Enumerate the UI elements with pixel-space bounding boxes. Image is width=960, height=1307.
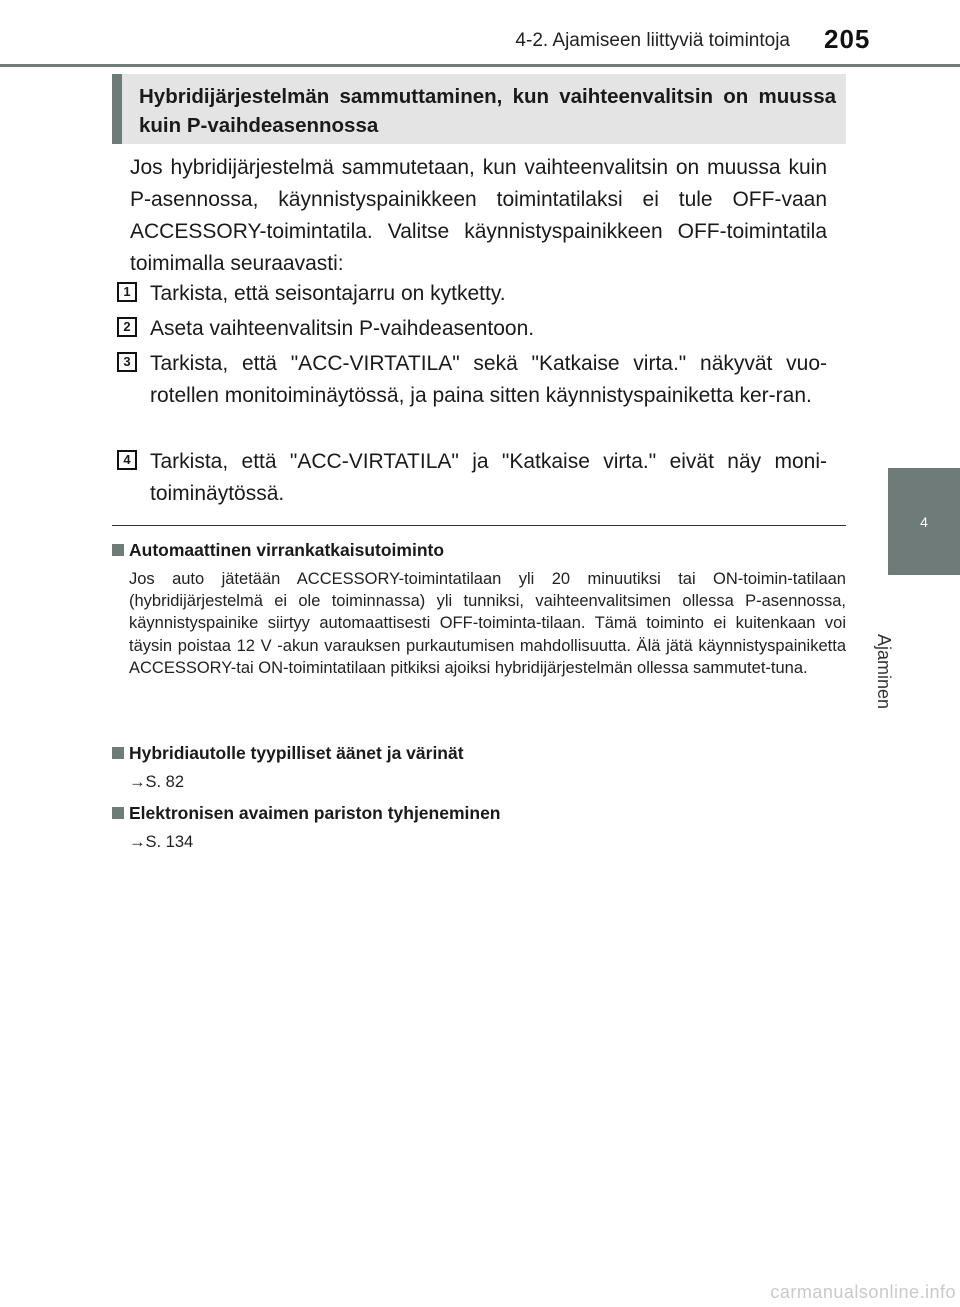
- note-hybrid-sounds: [112, 741, 846, 793]
- note-title: Hybridiautolle tyypilliset äänet ja värinät: [112, 741, 846, 765]
- note-key-battery: [112, 801, 846, 853]
- watermark: carmanualsonline.info: [770, 1282, 956, 1302]
- header-rule: [0, 64, 960, 67]
- step-1: [112, 278, 827, 310]
- page-reference-link[interactable]: →S. 134: [129, 833, 194, 851]
- step-number-badge: 4: [117, 450, 137, 470]
- step-text: Tarkista, että seisontajarru on kytketty.: [150, 282, 506, 305]
- square-bullet-icon: [112, 747, 124, 759]
- note-auto-power-off: [112, 538, 846, 679]
- chapter-number: 4: [920, 513, 928, 530]
- chapter-title: Ajaminen: [874, 634, 894, 710]
- step-number-badge: 2: [117, 317, 137, 337]
- chapter-tab[interactable]: [888, 468, 960, 575]
- page-number: 205: [824, 24, 871, 54]
- step-number-badge: 3: [117, 352, 137, 372]
- step-text: Aseta vaihteenvalitsin P-vaihdeasentoon.: [150, 317, 535, 340]
- chapter-title-vertical: [874, 600, 926, 720]
- intro-paragraph: Jos hybridijärjestelmä sammutetaan, kun vaihteenvalitsin on muussa kuin P-asennossa, käynnistyspainikkeen toimintatilaksi ei tule OFF-vaan ACCESSORY-toimintatila. Valitse käynnistyspainikkeen OFF-toimintatila toimimalla seuraavasti:: [130, 156, 827, 275]
- section-heading: Hybridijärjestelmän sammuttaminen, kun vaihteenvalitsin on muussa kuin P-vaihdeasennossa: [112, 74, 846, 144]
- square-bullet-icon: [112, 807, 124, 819]
- note-body: Jos auto jätetään ACCESSORY-toimintatilaan yli 20 minuutiksi tai ON-toimin-tatilaan (hybridijärjestelmä ei ole toiminnassa) yli tunniksi, vaihteenvalitsimen ollessa P-asennossa, käynnistyspainike siirtyy automaattisesti OFF-toiminta-tilaan. Tämä toiminto ei kuitenkaan voi täysin poistaa 12 V -akun varauksen purkautumisen mahdollisuutta. Älä jätä käynnistyspainiketta ACCESSORY-tai ON-toimintatilaan pitkiksi ajoiksi hybridijärjestelmän ollessa sammutet-tuna.: [129, 570, 846, 677]
- step-3: [112, 348, 827, 412]
- running-header-section: 4-2. Ajamiseen liittyviä toimintoja: [515, 30, 790, 51]
- page-reference-link[interactable]: →S. 82: [129, 773, 185, 791]
- step-text: Tarkista, että "ACC-VIRTATILA" ja "Katkaise virta." eivät näy moni-toiminäytössä.: [150, 450, 827, 505]
- step-text: Tarkista, että "ACC-VIRTATILA" sekä "Katkaise virta." näkyvät vuo-rotellen monitoiminäytössä, ja paina sitten käynnistyspainiketta ker-ran.: [150, 352, 827, 407]
- step-4: [112, 446, 827, 510]
- step-2: [112, 313, 827, 345]
- section-divider: [112, 525, 846, 526]
- step-number-badge: 1: [117, 282, 137, 302]
- note-title: Elektronisen avaimen pariston tyhjeneminen: [112, 801, 846, 825]
- square-bullet-icon: [112, 544, 124, 556]
- note-title: Automaattinen virrankatkaisutoiminto: [112, 538, 846, 562]
